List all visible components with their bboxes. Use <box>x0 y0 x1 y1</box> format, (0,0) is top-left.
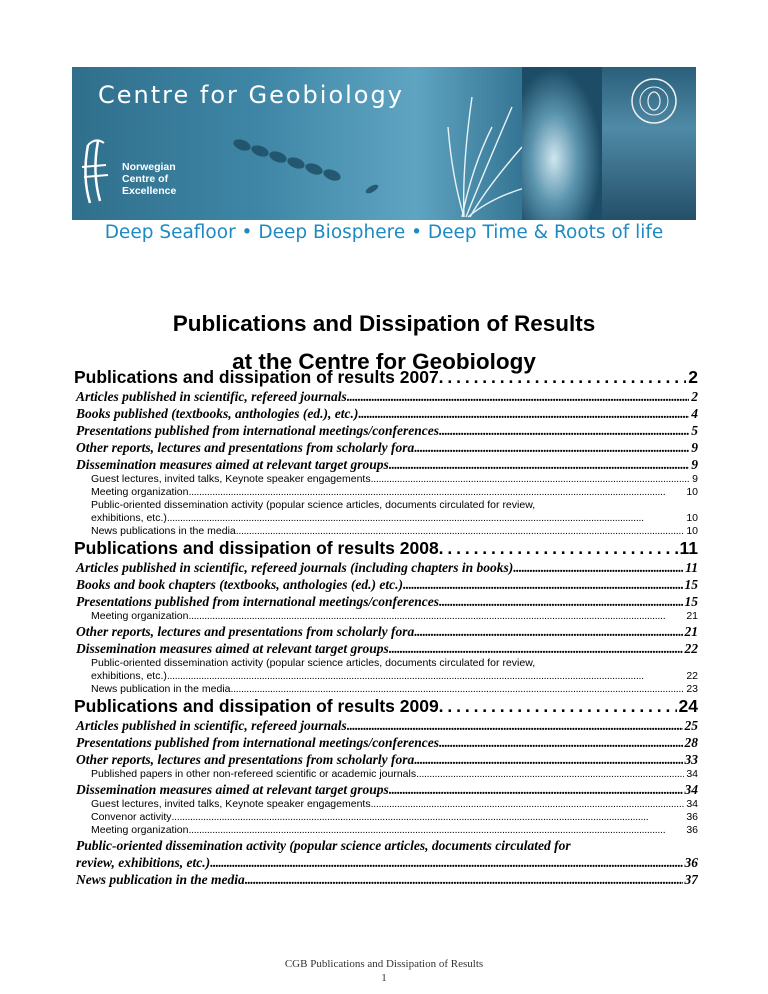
toc-entry[interactable]: Dissemination measures aimed at relevant target groups . . . 22 <box>74 640 698 657</box>
toc-entry[interactable]: News publication in the media . . . 23 <box>74 683 698 696</box>
toc-entry[interactable]: Meeting organization . . . 21 <box>74 610 698 623</box>
toc-entry[interactable]: Books and book chapters (textbooks, anthologies (ed.) etc.) . . . 15 <box>74 576 698 593</box>
nce-line: Norwegian <box>122 161 176 173</box>
toc-entry-2008[interactable]: Publications and dissipation of results 2008 . . . 11 <box>74 538 698 559</box>
toc-entry[interactable]: Guest lectures, invited talks, Keynote speaker engagements . . . 34 <box>74 798 698 811</box>
toc-entry[interactable]: Meeting organization . . . 36 <box>74 824 698 837</box>
toc-entry[interactable]: Convenor activity . . . 36 <box>74 811 698 824</box>
toc-entry[interactable]: Books published (textbooks, anthologies (ed.), etc.) . . . 4 <box>74 405 698 422</box>
nce-line: Centre of <box>122 173 169 185</box>
bacteria-chain-image <box>222 137 422 197</box>
banner-title: Centre for Geobiology <box>98 81 404 109</box>
toc-entry[interactable]: Presentations published from international meetings/conferences . . . 5 <box>74 422 698 439</box>
toc-entry[interactable]: Published papers in other non-refereed scientific or academic journals . . . 34 <box>74 768 698 781</box>
toc-entry[interactable]: Other reports, lectures and presentations from scholarly fora . . . 21 <box>74 623 698 640</box>
centre-banner <box>72 67 696 220</box>
toc-entry-2007[interactable]: Publications and dissipation of results 2007 . . . 2 <box>74 367 698 388</box>
toc-entry[interactable]: Other reports, lectures and presentations from scholarly fora . . . 9 <box>74 439 698 456</box>
table-of-contents <box>74 367 698 888</box>
banner-tagline: Deep Seafloor • Deep Biosphere • Deep Time & Roots of life <box>104 222 664 243</box>
toc-entry[interactable]: Articles published in scientific, refereed journals (including chapters in books) . . . 11 <box>74 559 698 576</box>
toc-entry-2009[interactable]: Publications and dissipation of results 2009 . . . 24 <box>74 696 698 717</box>
toc-entry[interactable]: Articles published in scientific, refereed journals . . . 2 <box>74 388 698 405</box>
university-seal-icon <box>630 77 678 125</box>
toc-entry[interactable]: Guest lectures, invited talks, Keynote speaker engagements . . . 9 <box>74 473 698 486</box>
nce-text <box>122 161 176 197</box>
document-title: Publications and Dissipation of Results <box>172 311 596 336</box>
feather-star-image <box>442 67 532 220</box>
toc-entry-line: Public-oriented dissemination activity (popular science articles, documents circulated for review, <box>91 499 536 511</box>
toc-entry[interactable]: Meeting organization . . . 10 <box>74 486 698 499</box>
toc-entry[interactable]: Public-oriented dissemination activity (popular science articles, documents circulated for review, exhibitions, etc.) . . . 22 <box>74 657 698 683</box>
toc-entry-line: Public-oriented dissemination activity (popular science articles, documents circulated for <box>76 838 571 853</box>
banner-photo-middle <box>522 67 602 220</box>
toc-entry[interactable]: Other reports, lectures and presentations from scholarly fora . . . 33 <box>74 751 698 768</box>
toc-entry[interactable]: Dissemination measures aimed at relevant target groups . . . 9 <box>74 456 698 473</box>
footer-text: CGB Publications and Dissipation of Results <box>284 958 484 970</box>
nce-ff-logo-icon <box>80 137 120 207</box>
toc-entry[interactable]: Articles published in scientific, refereed journals . . . 25 <box>74 717 698 734</box>
nce-line: Excellence <box>122 185 177 197</box>
toc-entry-line: Public-oriented dissemination activity (popular science articles, documents circulated for review, <box>91 657 536 669</box>
page-number: 1 <box>381 972 387 984</box>
toc-entry[interactable]: News publication in the media . . . 37 <box>74 871 698 888</box>
toc-entry[interactable]: Dissemination measures aimed at relevant target groups . . . 34 <box>74 781 698 798</box>
toc-entry[interactable]: Presentations published from international meetings/conferences . . . 28 <box>74 734 698 751</box>
toc-entry[interactable]: Presentations published from international meetings/conferences . . . 15 <box>74 593 698 610</box>
toc-entry[interactable]: News publications in the media . . . 10 <box>74 525 698 538</box>
document-subtitle: at the Centre for Geobiology <box>232 349 536 374</box>
toc-entry[interactable]: Public-oriented dissemination activity (popular science articles, documents circulated for review, exhibitions, etc.) . . . 36 <box>74 837 698 871</box>
toc-entry[interactable]: Public-oriented dissemination activity (popular science articles, documents circulated for review, exhibitions, etc.) . . . 10 <box>74 499 698 525</box>
